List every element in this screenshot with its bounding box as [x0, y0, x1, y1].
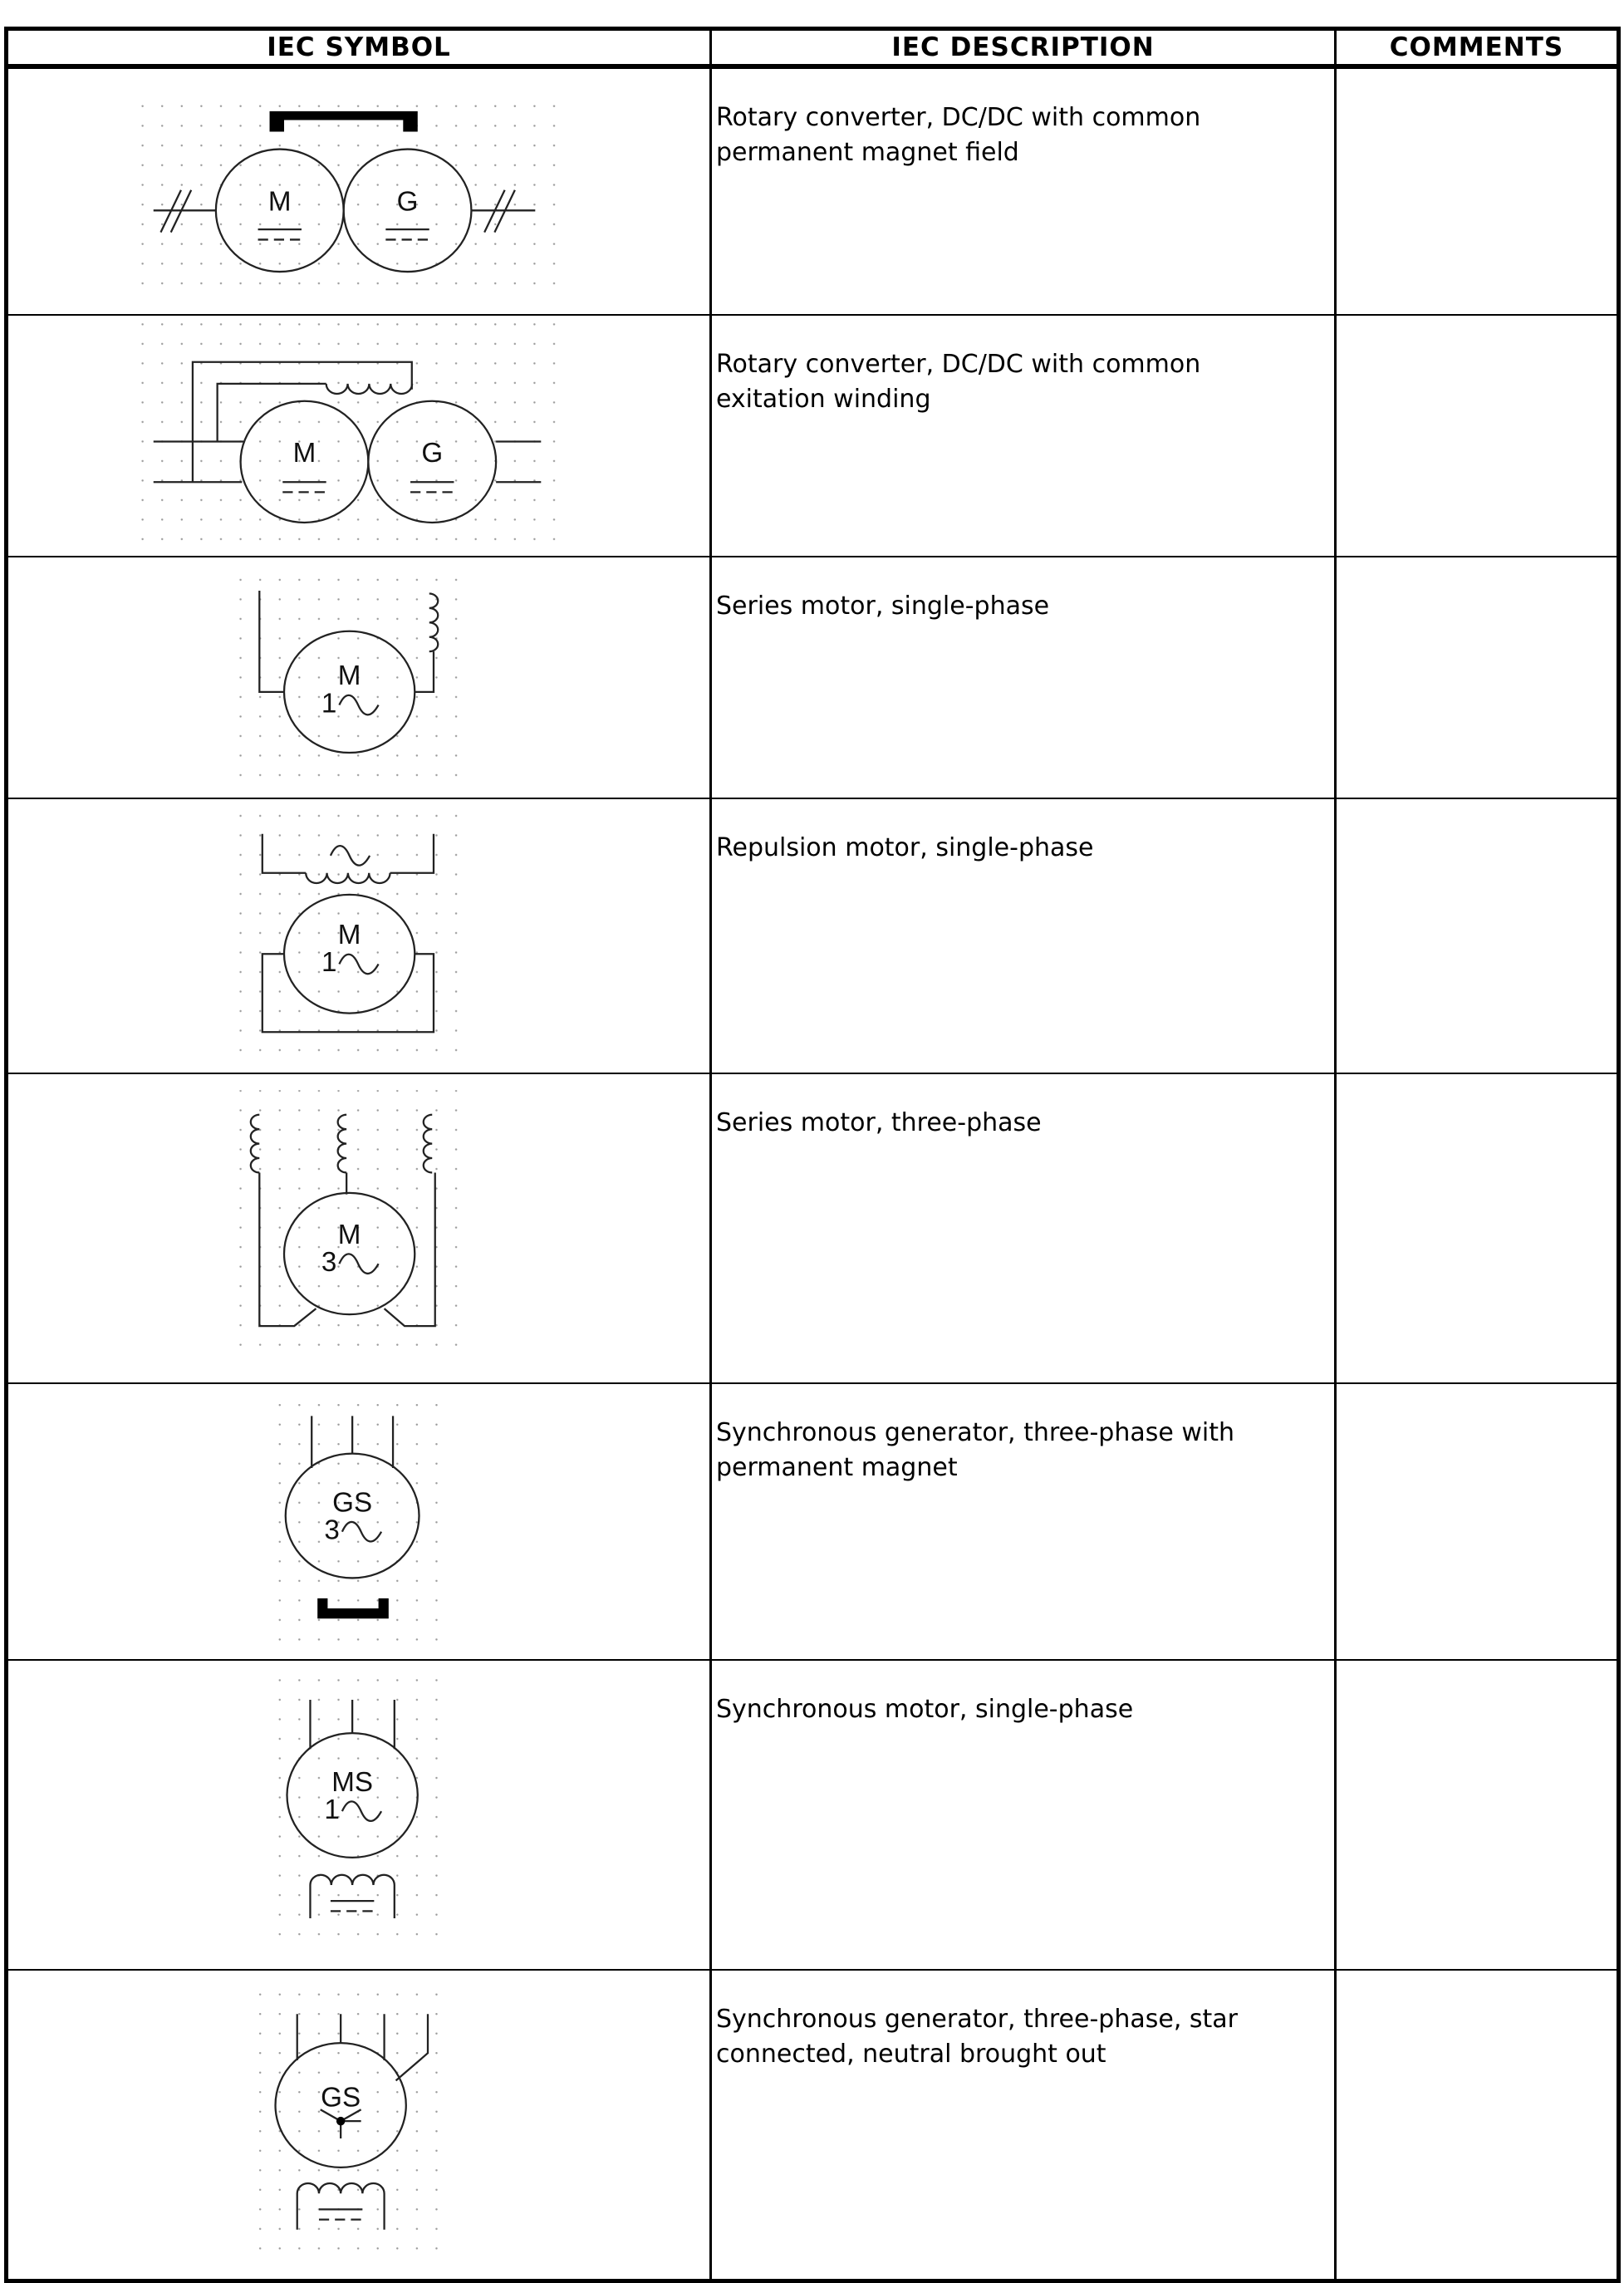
- description-cell: [712, 69, 1337, 314]
- description-cell: [712, 556, 1337, 798]
- description-line: Series motor, three-phase: [716, 1108, 1042, 1137]
- svg-text:3: 3: [321, 1246, 337, 1278]
- comments-cell[interactable]: [1337, 798, 1617, 1073]
- symbol-cell-rotary-converter-winding: [8, 314, 712, 556]
- symbol-cell-repulsion-motor: [8, 798, 712, 1073]
- svg-text:G: G: [421, 437, 444, 469]
- description-cell: [712, 1073, 1337, 1382]
- description-line: Synchronous generator, three-phase, star: [716, 2005, 1239, 2034]
- symbol-cell-sync-generator-pm: [8, 1382, 712, 1659]
- description-line: Synchronous motor, single-phase: [716, 1695, 1134, 1724]
- svg-text:3: 3: [324, 1515, 340, 1546]
- svg-text:MS: MS: [331, 1766, 374, 1798]
- comments-cell[interactable]: [1337, 1073, 1617, 1382]
- sync-generator-star-symbol: [8, 1971, 709, 2279]
- svg-text:1: 1: [321, 947, 337, 979]
- svg-text:1: 1: [321, 688, 337, 719]
- comments-cell[interactable]: [1337, 69, 1617, 314]
- symbol-cell-series-motor-3ph: [8, 1073, 712, 1382]
- header-comments: COMMENTS: [1337, 31, 1617, 69]
- comments-cell[interactable]: [1337, 1659, 1617, 1969]
- symbol-cell-rotary-converter-pm: [8, 69, 712, 314]
- description-line: Rotary converter, DC/DC with common: [716, 103, 1201, 132]
- svg-text:M: M: [267, 186, 292, 218]
- sync-motor-1ph-symbol: [8, 1661, 709, 1969]
- description-line: Repulsion motor, single-phase: [716, 833, 1094, 862]
- svg-text:GS: GS: [321, 2082, 361, 2114]
- sync-generator-pm-symbol: [8, 1384, 709, 1659]
- svg-text:M: M: [337, 660, 361, 692]
- symbol-cell-sync-motor-1ph: [8, 1659, 712, 1969]
- description-line: Rotary converter, DC/DC with common: [716, 350, 1201, 379]
- header-iec-description: IEC DESCRIPTION: [712, 31, 1337, 69]
- description-line: permanent magnet field: [716, 138, 1019, 167]
- comments-cell[interactable]: [1337, 1382, 1617, 1659]
- description-cell: [712, 1969, 1337, 2279]
- svg-text:G: G: [396, 186, 419, 218]
- symbol-cell-sync-generator-star: [8, 1969, 712, 2279]
- svg-text:M: M: [337, 1219, 361, 1250]
- comments-cell[interactable]: [1337, 1969, 1617, 2279]
- header-iec-symbol: IEC SYMBOL: [8, 31, 712, 69]
- description-line: connected, neutral brought out: [716, 2040, 1106, 2069]
- series-motor-3ph-symbol: [8, 1074, 709, 1382]
- rotary-converter-winding-symbol: [8, 316, 709, 556]
- comments-cell[interactable]: [1337, 556, 1617, 798]
- svg-text:M: M: [292, 437, 316, 469]
- description-line: exitation winding: [716, 385, 931, 414]
- description-cell: [712, 798, 1337, 1073]
- svg-text:1: 1: [324, 1794, 340, 1825]
- repulsion-motor-symbol: [8, 799, 709, 1073]
- iec-symbol-table: [4, 27, 1621, 2283]
- description-line: Synchronous generator, three-phase with: [716, 1418, 1235, 1447]
- svg-text:GS: GS: [332, 1487, 373, 1519]
- series-motor-1ph-symbol: [8, 557, 709, 798]
- description-cell: [712, 1659, 1337, 1969]
- description-line: permanent magnet: [716, 1453, 958, 1482]
- comments-cell[interactable]: [1337, 314, 1617, 556]
- svg-text:M: M: [337, 920, 361, 951]
- description-cell: [712, 314, 1337, 556]
- description-cell: [712, 1382, 1337, 1659]
- rotary-converter-pm-symbol: [8, 69, 709, 314]
- symbol-cell-series-motor-1ph: [8, 556, 712, 798]
- description-line: Series motor, single-phase: [716, 592, 1050, 621]
